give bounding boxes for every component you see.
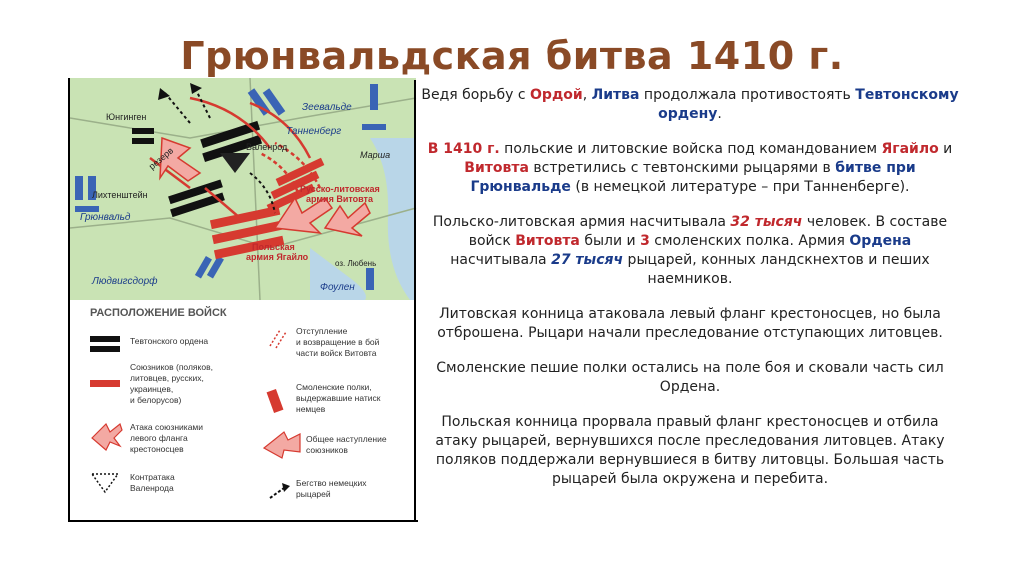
label-grunwald: Грюнвальд (80, 212, 131, 223)
legend-general-line2: союзников (306, 445, 348, 455)
paragraph-1 (420, 86, 960, 124)
label-faulen: Фоулен (320, 282, 355, 293)
p1-order: Тевтонскому ордену (658, 87, 959, 122)
legend-flank-line3: крестоносцев (130, 444, 184, 454)
p3-text-g: смоленских полка. Армия (649, 233, 850, 249)
p1-text-a: Ведя борьбу с (421, 87, 531, 103)
p3-32k: 32 тысяч (730, 214, 803, 230)
legend-retreat-line3: части войск Витовта (296, 348, 377, 358)
label-polish-army-2: армия Ягайло (246, 252, 309, 262)
legend-flight-line2: рыцарей (296, 489, 331, 499)
paragraph-4: Литовская конница атаковала левый фланг крестоносцев, но была отброшена. Рыцари начали преследование отступающих литовцев. (437, 306, 943, 341)
label-seewalde: Зеевальде (302, 102, 352, 113)
label-rus-lit-army-2: армия Витовта (306, 194, 373, 204)
p3-three: 3 (640, 233, 650, 249)
label-polish-army-1: Польская (252, 242, 295, 252)
text-column (420, 86, 960, 505)
paragraph-3 (420, 213, 960, 289)
label-rus-lit-army-1: Русско-литовская (300, 184, 380, 194)
legend-heading: РАСПОЛОЖЕНИЕ ВОЙСК (90, 307, 227, 319)
divider (414, 80, 416, 520)
label-ludwigsdorf: Людвигсдорф (92, 276, 158, 287)
paragraph-2 (420, 140, 960, 197)
p2-vitovt: Витовта (464, 160, 529, 176)
paragraph-6: Польская конница прорвала правый фланг крестоносцев и отбила атаку рыцарей, вернувшихся после преследования литовцев. Атаку поляков поддержали вернувшиеся в битву литовцы. Большая часть рыцарей была окружена и перебита. (435, 414, 945, 487)
p2-battle: битве при Грюнвальде (470, 160, 916, 195)
label-tannenberg: Танненберг (286, 126, 342, 137)
legend-retreat-line2: и возвращение в бой (296, 337, 380, 347)
legend-allies-icon (90, 380, 120, 387)
legend-flight-line1: Бегство немецких (296, 478, 367, 488)
legend-flank-line2: левого фланга (130, 433, 188, 443)
legend-flank-line1: Атака союзниками (130, 422, 204, 432)
label-reserve: резерв (146, 145, 176, 172)
p3-text-a: Польско-литовская армия насчитывала (432, 214, 731, 230)
p2-year: В 1410 г. (427, 141, 500, 157)
legend-allies-line2: литовцев, русских, (130, 373, 204, 383)
p3-27k: 27 тысяч (551, 252, 624, 268)
p2-text-h: (в немецкой литературе – при Танненберге). (570, 179, 910, 195)
legend-smolensk-line3: немцев (296, 404, 326, 414)
legend-smolensk-line2: выдержавшие натиск (296, 393, 381, 403)
paragraph-5: Смоленские пешие полки остались на поле боя и сковали часть сил Ордена. (436, 360, 944, 395)
p3-text-k: рыцарей, конных ландскнехтов и пеших наемников. (623, 252, 930, 287)
p1-comma: , (582, 87, 592, 103)
label-lake: оз. Любень (335, 259, 377, 268)
legend-general-line1: Общее наступление (306, 434, 387, 444)
p3-vitovt: Витовта (515, 233, 580, 249)
p1-text-d: продолжала противостоять (639, 87, 856, 103)
legend-teutonic-icon (90, 336, 120, 342)
p3-text-c: человек. В составе войск (468, 214, 948, 249)
p1-dot: . (717, 106, 722, 122)
legend-counter-line2: Валенрода (130, 483, 174, 493)
p3-text-e: были и (579, 233, 641, 249)
label-marsha: Марша (360, 150, 391, 160)
p1-horde: Ордой (530, 87, 583, 103)
p2-jagiello: Ягайло (881, 141, 939, 157)
slide-title: Грюнвальдская битва 1410 г. (180, 34, 844, 78)
legend-allies-line4: и белорусов) (130, 395, 182, 405)
legend-retreat-line1: Отступление (296, 326, 348, 336)
p1-lithuania: Литва (591, 87, 640, 103)
legend-smolensk-line1: Смоленские полки, (296, 382, 372, 392)
p2-text-b: польские и литовские войска под командованием (499, 141, 882, 157)
battle-map (68, 78, 418, 522)
p3-order: Ордена (849, 233, 912, 249)
label-valenrod: Валенрод (246, 142, 288, 152)
p3-text-i: насчитывала (450, 252, 552, 268)
legend-counter-line1: Контратака (130, 472, 175, 482)
label-jungingen: Юнгинген (106, 112, 147, 122)
legend-allies-line3: украинцев, (130, 384, 174, 394)
legend-teutonic-text: Тевтонского ордена (130, 336, 209, 346)
legend-allies-line1: Союзников (поляков, (130, 362, 213, 372)
label-lichtenstein: Лихтенштейн (92, 190, 148, 200)
p2-text-f: встретились с тевтонскими рыцарями в (528, 160, 836, 176)
p2-and: и (938, 141, 953, 157)
